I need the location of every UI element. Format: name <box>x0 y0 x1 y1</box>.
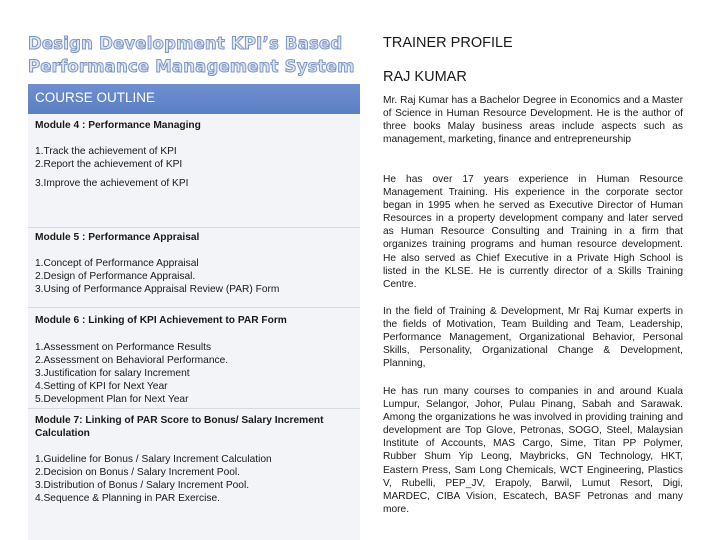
module-items <box>35 341 353 406</box>
course-outline-header: COURSE OUTLINE <box>28 84 360 114</box>
course-title-line-2: Performance Management System <box>28 57 355 76</box>
module-heading: Module 7: Linking of PAR Score to Bonus/ Salary Increment Calculation <box>35 415 324 439</box>
trainer-bio-paragraph: He has over 17 years experience in Human Resource Management Training. His experience in the corporate sector began in 1995 when he served as Executive Director of Human Resources in a property development company and later served as Human Resource Consulting and Training in a firm that organizes training programs and human resource development. He also served as Chief Executive in a Private High School is listed in the KLSE. He is currently director of a Skills Training Centre. <box>383 174 683 290</box>
trainer-bio-paragraph: Mr. Raj Kumar has a Bachelor Degree in Economics and a Master of Science in Human Resource Development. He is the author of three books Malay business areas include aspects such as management, marketing, finance and entrepreneurship <box>383 95 683 146</box>
trainer-column <box>383 34 683 515</box>
module-5 <box>35 231 353 296</box>
trainer-bio-paragraph: In the field of Training & Development, Mr Raj Kumar experts in the fields of Motivation, Team Building and Team, Leadership, Performance Management, Organizational Behavior, Personal Skills, Personality, Organizational Change & Development, Planning, <box>383 306 683 370</box>
course-column <box>28 32 360 540</box>
module-item: 3.Justification for salary Increment <box>35 368 190 379</box>
module-heading: Module 4 : Performance Managing <box>35 120 201 131</box>
module-item: 2.Assessment on Behavioral Performance. <box>35 355 229 366</box>
module-items <box>35 257 353 296</box>
module-item: 5.Development Plan for Next Year <box>35 394 189 405</box>
module-divider <box>28 307 360 308</box>
module-item: 4.Sequence & Planning in PAR Exercise. <box>35 493 220 504</box>
module-item: 3.Distribution of Bonus / Salary Increment Pool. <box>35 480 250 491</box>
module-heading: Module 6 : Linking of KPI Achievement to PAR Form <box>35 315 287 326</box>
module-item: 3.Using of Performance Appraisal Review (PAR) Form <box>35 284 280 295</box>
module-item: 1.Track the achievement of KPI <box>35 146 177 157</box>
trainer-name: RAJ KUMAR <box>383 69 467 85</box>
trainer-profile-heading: TRAINER PROFILE <box>383 35 513 51</box>
course-outline-box <box>28 114 360 540</box>
module-items <box>35 453 353 505</box>
module-item: 4.Setting of KPI for Next Year <box>35 381 168 392</box>
module-item: 1.Assessment on Performance Results <box>35 342 212 353</box>
module-item: 1.Concept of Performance Appraisal <box>35 258 199 269</box>
course-title-line-1: Design Development KPI’s Based <box>28 34 343 53</box>
module-heading: Module 5 : Performance Appraisal <box>35 232 200 243</box>
module-4 <box>35 119 353 190</box>
module-divider <box>28 408 360 409</box>
module-item: 2.Design of Performance Appraisal. <box>35 271 196 282</box>
module-item: 1.Guideline for Bonus / Salary Increment Calculation <box>35 454 272 465</box>
module-6 <box>35 314 353 406</box>
module-item: 2.Report the achievement of KPI <box>35 159 183 170</box>
module-item: 2.Decision on Bonus / Salary Increment Pool. <box>35 467 240 478</box>
module-divider <box>28 227 360 228</box>
module-7 <box>35 414 353 505</box>
module-items <box>35 145 353 190</box>
trainer-bio-paragraph: He has run many courses to companies in and around Kuala Lumpur, Selangor, Johor, Pulau Pinang, Sabah and Sarawak. Among the organizations he was involved in providing training and development are Top Glove, Petronas, SOGO, Steel, Malaysian Institute of Accounts, MAS Cargo, Sime, Titan PP Polymer, Rubber Shum Yip Leong, Maybricks, GN Technology, HKT, Eastern Press, Sam Long Chemicals, WCT Engineering, Plastics V, Rubelli, PEP_JV, Erapoly, Barwil, Lumut Resort, Digi, MARDEC, CIBA Vision, Escatech, BASF Petronas and many more. <box>383 386 683 515</box>
module-item: 3.Improve the achievement of KPI <box>35 178 189 189</box>
